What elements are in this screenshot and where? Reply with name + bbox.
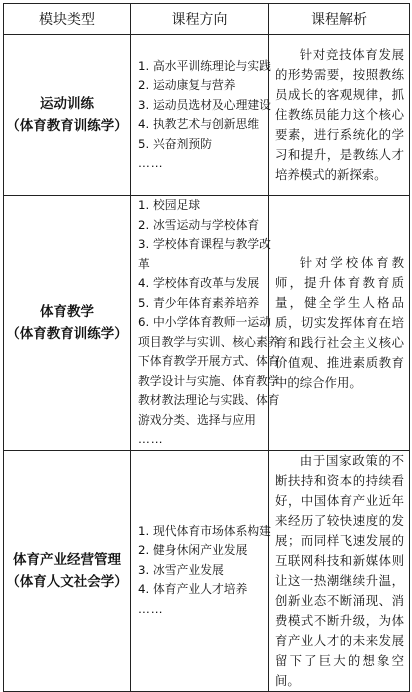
course-item: 1. 校园足球 [138, 198, 201, 212]
header-analysis: 课程解析 [269, 4, 410, 35]
course-item: 5. 青少年体育素养培养 [138, 295, 260, 310]
analysis-cell [269, 450, 410, 691]
module-type-cell [4, 35, 131, 196]
analysis-cell [269, 35, 410, 196]
course-item: 2. 冰雪运动与学校体育 [138, 217, 260, 232]
table-row [4, 196, 410, 451]
course-list-cell [131, 196, 280, 451]
module-type-discipline: （体育教育训练学） [6, 118, 128, 134]
course-item-continuation: 革 [138, 256, 150, 271]
course-item: 4. 学校体育改革与发展 [138, 276, 260, 290]
course-ellipsis: …… [138, 156, 164, 170]
analysis-text: 针对竞技体育发展的形势需要，按照教练员成长的客观规律，抓住教练员能力这个核心要素，进行系统化的学习和提升，是教练人才培养模式的新探索。 [275, 47, 404, 182]
course-item: 1. 高水平训练理论与实践 [138, 58, 271, 73]
course-item: 6. 中小学体育教师一运动 [138, 315, 271, 329]
course-item: 1. 现代体育市场体系构建 [138, 523, 271, 538]
header-course: 课程方向 [131, 4, 269, 35]
course-item: 2. 运动康复与营养 [138, 78, 236, 92]
module-type-cell [4, 450, 131, 691]
module-type-name: 体育教学 [40, 303, 94, 320]
course-item: 2. 健身休闲产业发展 [138, 543, 248, 558]
course-ellipsis: …… [138, 432, 164, 446]
course-item: 3. 运动员选材及心理建设 [138, 97, 271, 112]
table-row [4, 450, 410, 691]
analysis-text: 针对学校体育教师，提升体育教育质量，健全学生人格品质，切实发挥体育在培育和践行社会主义核心价值观、推进素质教育中的综合作用。 [275, 254, 404, 390]
analysis-cell [269, 196, 410, 451]
module-table [3, 3, 410, 692]
module-type-name: 体育产业经营管理 [13, 551, 121, 568]
course-item-continuation: 教材教法理论与实践、体育 [138, 393, 280, 407]
course-item: 5. 兴奋剂预防 [138, 136, 212, 151]
course-item-continuation: 下体育教学开展方式、体育 [138, 354, 280, 368]
course-item-continuation: 项目教学与实训、核心素养 [138, 334, 280, 349]
table-row [4, 35, 410, 196]
module-type-name: 运动训练 [40, 96, 94, 112]
analysis-text: 由于国家政策的不断扶持和资本的持续看好，中国体育产业近年来经历了较快速度的发展；而同样飞速发展的互联网科技和新媒体则让这一热潮继续升温，创新业态不断涌现、消费模式不断升级，为体育产业人才的未来发展留下了巨大的想象空间。 [275, 452, 404, 688]
course-item: 4. 体育产业人才培养 [138, 582, 248, 597]
module-type-cell [4, 196, 131, 451]
module-type-discipline: （体育教育训练学） [6, 325, 128, 342]
course-ellipsis: …… [138, 601, 164, 616]
header-type: 模块类型 [4, 4, 131, 35]
course-item: 3. 学校体育课程与教学改 [138, 237, 271, 251]
header-row [4, 4, 410, 35]
course-item-continuation: 游戏分类、选择与应用 [138, 412, 256, 427]
course-item: 4. 执教艺术与创新思维 [138, 117, 260, 131]
course-list-cell [131, 450, 269, 691]
course-item: 3. 冰雪产业发展 [138, 562, 224, 577]
module-type-discipline: （体育人文社会学） [6, 573, 128, 590]
course-list-cell [131, 35, 269, 196]
course-item-continuation: 教学设计与实施、体育教学 [138, 373, 280, 388]
